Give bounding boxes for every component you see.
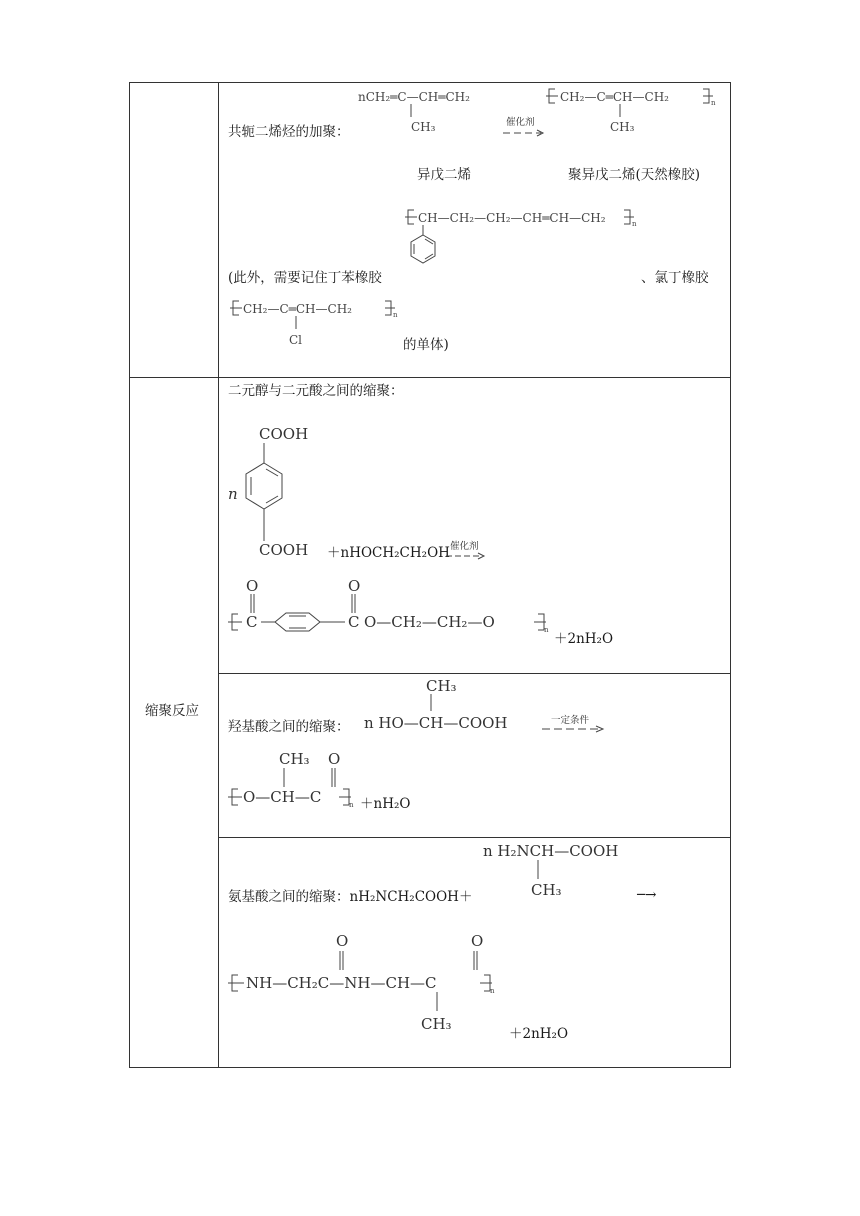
- polyisoprene-branch-bond: [619, 104, 621, 118]
- pet-left-bracket: [228, 613, 242, 631]
- pla-water: ＋nH₂O: [360, 796, 411, 812]
- lactic-methyl: CH₃: [426, 677, 457, 695]
- cr-note: 、氯丁橡胶: [641, 270, 709, 286]
- pet-carbonyl-o-1: O: [246, 577, 259, 595]
- lactic-monomer: n HO—CH—COOH: [364, 714, 508, 732]
- alanine-methyl: CH₃: [531, 881, 562, 899]
- cr-chain: CH₂—C═CH—CH₂: [243, 302, 352, 316]
- monomer-note-end: 的单体): [403, 337, 449, 353]
- subrow-divider-2: [218, 837, 731, 838]
- sbr-phenyl-ring: [406, 225, 438, 273]
- glycol-reagent: ＋nHOCH₂CH₂OH: [327, 545, 450, 561]
- peptide-left-bracket: [228, 974, 244, 992]
- polyisoprene-chain: CH₂—C═CH—CH₂: [560, 90, 669, 104]
- subrow-divider-1: [218, 673, 731, 674]
- pet-chain-tail: O—CH₂—CH₂—O: [364, 613, 495, 631]
- pet-right-bracket: [534, 613, 550, 633]
- diol-catalyst-label: 催化剂: [450, 541, 479, 552]
- peptide-chain: NH—CH₂C—NH—CH—C: [246, 974, 437, 992]
- reaction-arrow: [503, 130, 545, 136]
- table-top-border: [129, 82, 731, 83]
- isoprene-branch-bond: [410, 104, 412, 118]
- pla-methyl: CH₃: [279, 750, 310, 768]
- cooh-bottom: COOH: [259, 541, 309, 559]
- alanine-methyl-bond: [537, 860, 539, 880]
- catalyst-label: 催化剂: [506, 117, 535, 128]
- cr-chloro-bond: [295, 316, 297, 330]
- diol-reaction-arrow: [446, 553, 488, 559]
- isoprene-formula: nCH₂═C—CH═CH₂: [358, 90, 470, 104]
- pla-right-bracket: [339, 788, 357, 808]
- svg-text:n: n: [711, 99, 716, 107]
- pet-carbonyl-o-2: O: [348, 577, 361, 595]
- cr-chlorine: Cl: [289, 333, 303, 347]
- table-bottom-border: [129, 1067, 731, 1068]
- sbr-right-bracket: [624, 209, 638, 227]
- svg-text:n: n: [544, 626, 549, 634]
- svg-text:n: n: [393, 311, 398, 319]
- isoprene-methyl: CH₃: [411, 120, 436, 134]
- svg-text:n: n: [490, 987, 495, 995]
- sbr-note: (此外，需要记住丁苯橡胶: [228, 270, 382, 286]
- isoprene-name: 异戊二烯: [417, 167, 471, 183]
- peptide-methyl: CH₃: [421, 1015, 452, 1033]
- peptide-water: ＋2nH₂O: [509, 1026, 569, 1042]
- cooh-top: COOH: [259, 425, 309, 443]
- left-polymer-bracket: [546, 88, 558, 104]
- peptide-methyl-bond: [436, 992, 438, 1012]
- column-divider: [218, 82, 219, 1068]
- right-polymer-bracket: [703, 88, 717, 106]
- sbr-chain: CH—CH₂—CH₂—CH═CH—CH₂: [418, 211, 606, 225]
- table-right-border: [730, 82, 731, 1068]
- condition-label: 一定条件: [551, 715, 590, 726]
- hydroxy-acid-label: 羟基酸之间的缩聚：: [228, 719, 350, 735]
- table-left-border: [129, 82, 130, 1068]
- condensation-category: 缩聚反应: [145, 703, 199, 719]
- amino-reaction-arrow: ─→: [637, 887, 657, 903]
- pet-backbone: [249, 593, 359, 635]
- peptide-carbonyl-o-1: O: [336, 932, 349, 950]
- peptide-right-bracket: [480, 974, 498, 994]
- amino-acid-label: 氨基酸之间的缩聚：nH₂NCH₂COOH＋: [228, 889, 473, 905]
- pla-bonds: [282, 767, 338, 789]
- pet-water: ＋2nH₂O: [554, 631, 614, 647]
- pla-chain: O—CH—C: [243, 788, 322, 806]
- alanine-monomer: n H₂NCH—COOH: [483, 842, 619, 860]
- n-coefficient: n: [228, 485, 238, 503]
- lactic-methyl-bond: [430, 694, 432, 712]
- lactic-reaction-arrow: [542, 726, 608, 732]
- polyisoprene-methyl: CH₃: [610, 120, 635, 134]
- row-divider: [129, 377, 731, 378]
- peptide-carbonyl-o-2: O: [471, 932, 484, 950]
- peptide-carbonyl-bonds: [338, 950, 478, 972]
- pla-left-bracket: [228, 788, 242, 806]
- svg-text:n: n: [349, 801, 354, 809]
- sbr-left-bracket: [405, 209, 417, 225]
- addition-label: 共轭二烯烃的加聚：: [228, 124, 350, 140]
- diol-diacid-label: 二元醇与二元酸之间的缩聚：: [228, 383, 404, 399]
- svg-text:n: n: [632, 220, 637, 228]
- polyisoprene-name: 聚异戊二烯(天然橡胶): [568, 167, 701, 183]
- pet-carbon-1: C: [246, 613, 258, 631]
- cr-left-bracket: [230, 300, 242, 316]
- terephthalic-ring: [244, 443, 288, 543]
- pet-carbon-2: C: [348, 613, 360, 631]
- cr-right-bracket: [385, 300, 399, 318]
- pla-carbonyl-o: O: [328, 750, 341, 768]
